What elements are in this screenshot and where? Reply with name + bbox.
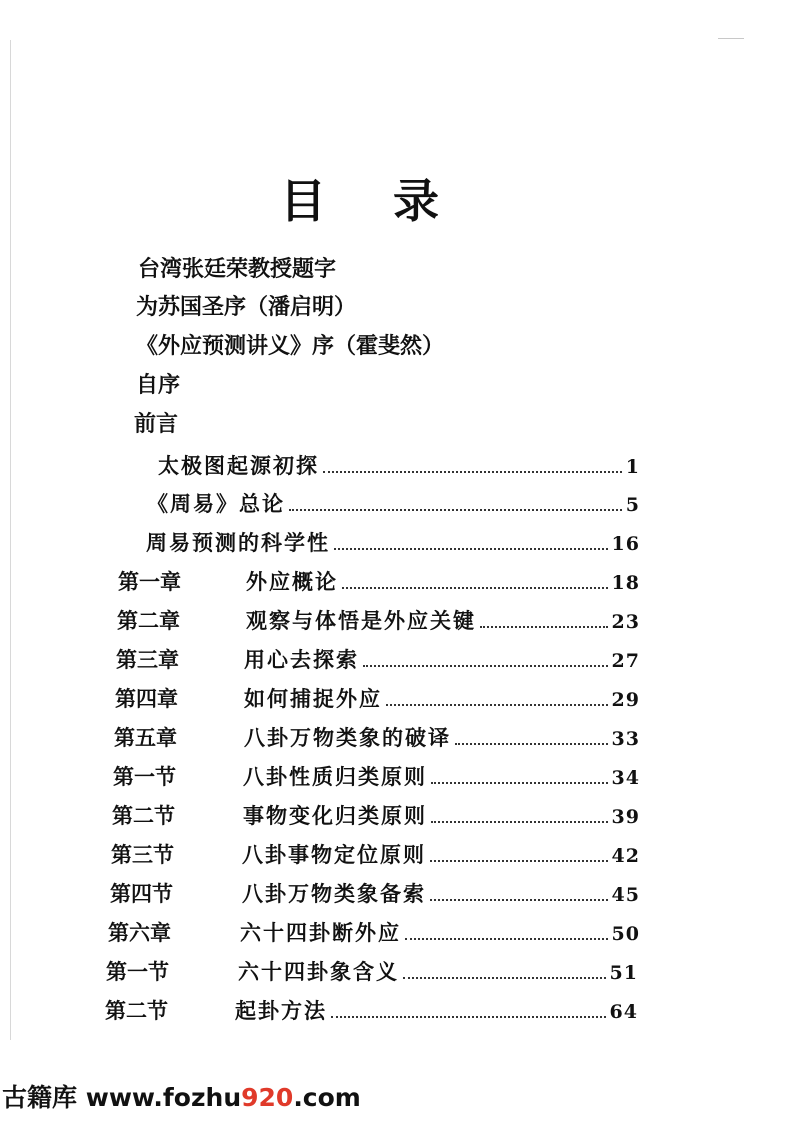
toc-row bbox=[0, 839, 791, 869]
scan-mark bbox=[718, 38, 744, 39]
toc-title: 八卦万物类象备索 bbox=[242, 881, 426, 906]
watermark-footer bbox=[2, 1078, 361, 1114]
chapter-number: 第四章 bbox=[115, 686, 178, 711]
toc-row bbox=[0, 800, 791, 830]
dot-leader bbox=[403, 976, 606, 979]
toc-entry bbox=[146, 527, 640, 557]
toc-row bbox=[0, 761, 791, 791]
section-number: 第二节 bbox=[112, 803, 175, 828]
toc-page-number: 45 bbox=[611, 884, 640, 906]
section-number: 第四节 bbox=[110, 881, 173, 906]
toc-title: 八卦万物类象的破译 bbox=[244, 725, 451, 750]
page-title bbox=[0, 165, 791, 228]
toc-title: 六十四卦断外应 bbox=[240, 920, 401, 945]
title-char-2: 录 bbox=[393, 174, 439, 228]
toc-entry bbox=[147, 488, 640, 518]
toc-row bbox=[0, 527, 791, 557]
toc-row bbox=[0, 566, 791, 596]
section-number: 第二节 bbox=[105, 998, 168, 1023]
dot-leader bbox=[480, 625, 608, 628]
toc-title: 八卦性质归类原则 bbox=[243, 764, 427, 789]
dot-leader bbox=[334, 547, 608, 550]
toc-entry bbox=[244, 722, 640, 752]
section-number: 第三节 bbox=[111, 842, 174, 867]
dot-leader bbox=[455, 742, 608, 745]
front-matter-item: 台湾张廷荣教授题字 bbox=[138, 256, 337, 282]
toc-entry bbox=[235, 995, 638, 1025]
toc-page-number: 18 bbox=[611, 572, 640, 594]
chapter-number: 第五章 bbox=[114, 725, 177, 750]
watermark-brand: 古籍库 bbox=[2, 1083, 78, 1112]
toc-page-number: 39 bbox=[611, 806, 640, 828]
toc-row bbox=[0, 450, 791, 480]
toc-page-number: 64 bbox=[609, 1001, 638, 1023]
toc-row bbox=[0, 722, 791, 752]
dot-leader bbox=[386, 703, 608, 706]
toc-title: 外应概论 bbox=[246, 569, 338, 594]
toc-page-number: 5 bbox=[625, 494, 640, 516]
toc-page-number: 33 bbox=[611, 728, 640, 750]
toc-title: 如何捕捉外应 bbox=[244, 686, 382, 711]
toc-entry bbox=[244, 644, 640, 674]
toc-entry bbox=[246, 605, 640, 635]
chapter-number: 第三章 bbox=[116, 647, 179, 672]
dot-leader bbox=[405, 937, 608, 940]
toc-entry bbox=[242, 878, 640, 908]
dot-leader bbox=[431, 820, 608, 823]
chapter-number: 第六章 bbox=[108, 920, 171, 945]
toc-title: 观察与体悟是外应关键 bbox=[246, 608, 476, 633]
toc-page-number: 42 bbox=[611, 845, 640, 867]
toc-title: 起卦方法 bbox=[235, 998, 327, 1023]
dot-leader bbox=[363, 664, 608, 667]
toc-row bbox=[0, 956, 791, 986]
dot-leader bbox=[431, 781, 608, 784]
toc-row bbox=[0, 878, 791, 908]
front-matter-item: 为苏国圣序（潘启明） bbox=[136, 294, 357, 320]
toc-title: 用心去探索 bbox=[244, 647, 359, 672]
front-matter-item: 前言 bbox=[134, 411, 179, 437]
toc-entry bbox=[238, 956, 638, 986]
toc-row bbox=[0, 488, 791, 518]
title-char-1: 目 bbox=[280, 174, 326, 228]
toc-entry bbox=[243, 800, 640, 830]
toc-title: 事物变化归类原则 bbox=[243, 803, 427, 828]
toc-row bbox=[0, 605, 791, 635]
dot-leader bbox=[331, 1015, 606, 1018]
toc-title: 六十四卦象含义 bbox=[238, 959, 399, 984]
toc-page-number: 34 bbox=[611, 767, 640, 789]
toc-title: 太极图起源初探 bbox=[158, 453, 319, 478]
toc-row bbox=[0, 683, 791, 713]
dot-leader bbox=[342, 586, 608, 589]
toc-row bbox=[0, 995, 791, 1025]
front-matter-item: 自序 bbox=[136, 372, 181, 398]
chapter-number: 第二章 bbox=[117, 608, 180, 633]
toc-title: 周易预测的科学性 bbox=[146, 530, 330, 555]
toc-entry bbox=[242, 839, 640, 869]
toc-row bbox=[0, 644, 791, 674]
toc-entry bbox=[243, 761, 640, 791]
toc-entry bbox=[246, 566, 640, 596]
toc-page-number: 1 bbox=[625, 456, 640, 478]
toc-page-number: 51 bbox=[609, 962, 638, 984]
watermark-url-suffix: .com bbox=[293, 1083, 361, 1112]
toc-page-number: 50 bbox=[611, 923, 640, 945]
front-matter-item: 《外应预测讲义》序（霍斐然） bbox=[136, 333, 445, 359]
toc-title: 八卦事物定位原则 bbox=[242, 842, 426, 867]
toc-page-number: 23 bbox=[611, 611, 640, 633]
toc-entry bbox=[240, 917, 640, 947]
toc-entry bbox=[244, 683, 640, 713]
dot-leader bbox=[430, 859, 608, 862]
toc-title: 《周易》总论 bbox=[147, 491, 285, 516]
section-number: 第一节 bbox=[113, 764, 176, 789]
toc-page-number: 27 bbox=[611, 650, 640, 672]
dot-leader bbox=[430, 898, 608, 901]
toc-row bbox=[0, 917, 791, 947]
toc-entry bbox=[158, 450, 640, 480]
section-number: 第一节 bbox=[106, 959, 169, 984]
toc-page-number: 16 bbox=[611, 533, 640, 555]
chapter-number: 第一章 bbox=[118, 569, 181, 594]
watermark-url-number: 920 bbox=[241, 1083, 294, 1112]
dot-leader bbox=[323, 470, 622, 473]
toc-page-number: 29 bbox=[611, 689, 640, 711]
watermark-url-prefix: www.fozhu bbox=[85, 1083, 242, 1112]
dot-leader bbox=[289, 508, 622, 511]
